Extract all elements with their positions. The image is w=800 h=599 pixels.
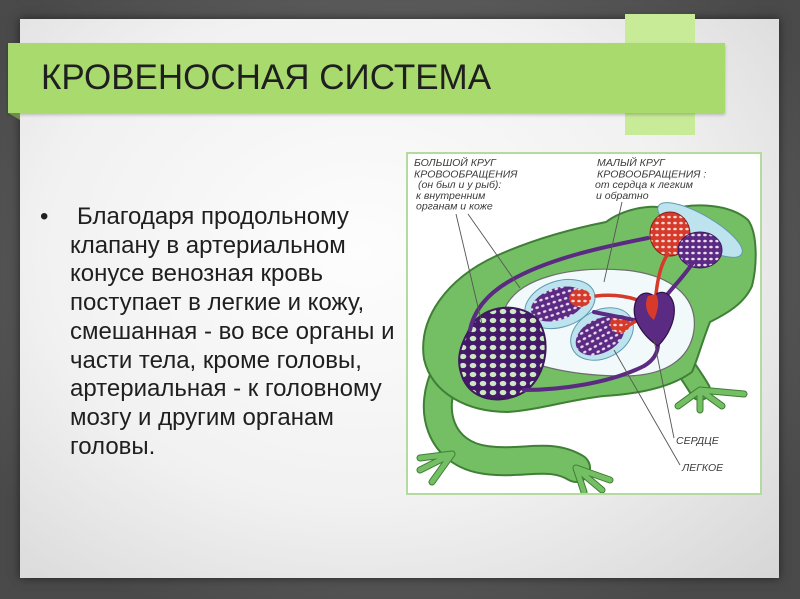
label-line: (он был и у рыб): — [418, 179, 502, 191]
title-banner — [8, 43, 725, 113]
slide-title: КРОВЕНОСНАЯ СИСТЕМА — [41, 58, 492, 97]
bullet-line: поступает в легкие и кожу, — [70, 289, 365, 317]
banner-fold — [8, 113, 20, 120]
diagram-frame — [406, 152, 762, 495]
bullet-text — [70, 203, 400, 461]
label-line: КРОВООБРАЩЕНИЯ — [414, 168, 518, 181]
front-fingers — [678, 390, 744, 410]
head-capillary-purple — [678, 232, 722, 268]
label-line: КРОВООБРАЩЕНИЯ : — [597, 168, 707, 181]
frog-circulation-diagram — [408, 154, 760, 493]
bullet-line: клапану в артериальном — [70, 231, 346, 259]
bullet-line: мозгу и другим органам — [70, 403, 334, 431]
bullet-marker: • — [40, 203, 49, 230]
label-line: БОЛЬШОЙ КРУГ — [414, 157, 496, 169]
label-line: от сердца к легким — [595, 179, 693, 191]
label-line: органам и коже — [416, 200, 493, 213]
lung-label: ЛЕГКОЕ — [682, 462, 724, 474]
left-lung-arterial-capillaries — [569, 289, 591, 307]
bullet-line: головы. — [70, 432, 156, 460]
bullet-line: конусе венозная кровь — [70, 260, 323, 288]
label-line: к внутренним — [416, 190, 486, 202]
label-line: МАЛЫЙ КРУГ — [597, 157, 665, 169]
heart-label: СЕРДЦЕ — [676, 435, 719, 447]
systemic-circuit-label — [414, 156, 518, 213]
bullet-line: Благодаря продольному — [77, 203, 349, 230]
bullet-line: смешанная - во все органы и — [70, 317, 395, 345]
bullet-line: части тела, кроме головы, — [70, 346, 362, 374]
label-line: и обратно — [596, 190, 649, 202]
pulmonary-circuit-label — [595, 156, 706, 202]
bullet-line: артериальная - к головному — [70, 375, 382, 403]
